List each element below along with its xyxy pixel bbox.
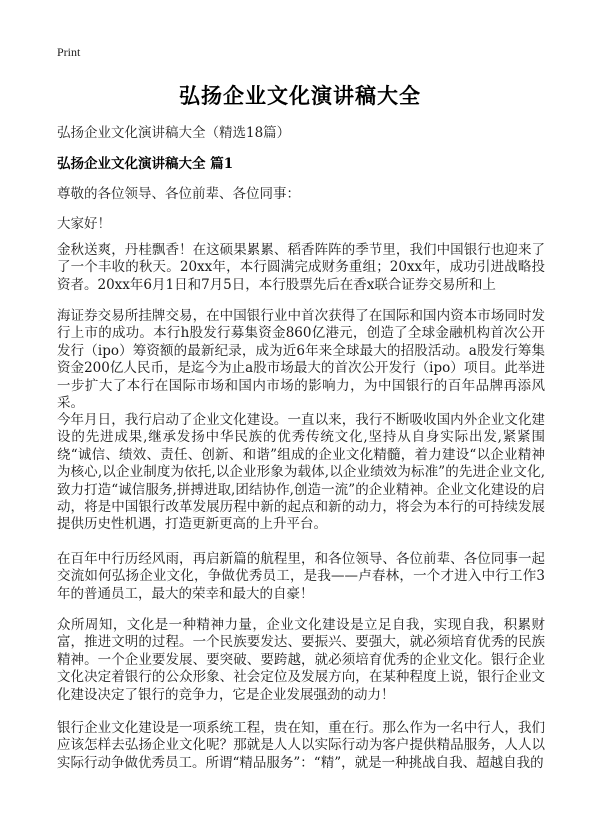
paragraph-2: 海证券交易所挂牌交易，在中国银行业中首次获得了在国际和国内资本市场同时发行上市的成功。本行h股发行募集资金860亿港元，创造了全球金融机构首次公开发行（ipo）筹资额的最新纪录，成为近6年来全球最大的招股活动。a股发行筹集资金200亿人民币，是迄今为止a股市场最大的首次公开发行（ipo）项目。此举进一步扩大了本行在国际市场和国内市场的影响力，为中国银行的百年品牌再添风采。 xyxy=(57,308,545,412)
paragraph-5: 众所周知，文化是一种精神力量，企业文化建设是立足自我，实现自我，积累财富，推进文明的过程。一个民族要发达、要振兴、要强大，就必须培育优秀的民族精神。一个企业要发展、要突破、要跨越，就必须培育优秀的企业文化。银行企业文化决定着银行的公众形象、社会定位及发展方向，在某种程度上说，银行企业文化建设决定了银行的竞争力，它是企业发展强劲的动力！ xyxy=(57,617,545,703)
greeting-line: 尊敬的各位领导、各位前辈、各位同事： xyxy=(57,186,300,202)
print-label: Print xyxy=(57,45,81,59)
paragraph-3: 今年月日，我行启动了企业文化建设。一直以来，我行不断吸收国内外企业文化建设的先进成果,继承发扬中华民族的优秀传统文化,坚持从自身实际出发,紧紧围绕“诚信、绩效、责任、创新、和谐”组成的企业文化精髓，着力建设“以企业精神为核心,以企业制度为依托,以企业形象为载体,以企业绩效为标准”的先进企业文化,致力打造“诚信服务,拼搏进取,团结协作,创造一流”的企业精神。企业文化建设的启动，将是中国银行改革发展历程中新的起点和新的动力，将会为本行的可持续发展提供历史性机遇，打造更新更高的上升平台。 xyxy=(57,412,545,533)
page-title: 弘扬企业文化演讲稿大全 xyxy=(179,83,421,108)
paragraph-1: 金秋送爽，丹桂飘香！在这硕果累累、稻香阵阵的季节里，我们中国银行也迎来了了一个丰收的秋天。20xx年，本行圆满完成财务重组；20xx年，成功引进战略投资者。20xx年6月1日和7月5日，本行股票先后在香x联合证券交易所和上 xyxy=(57,242,545,293)
greeting-all-line: 大家好！ xyxy=(57,216,111,232)
section-heading: 弘扬企业文化演讲稿大全 篇1 xyxy=(57,156,234,172)
paragraph-4: 在百年中行历经风雨，再启新篇的航程里，和各位领导、各位前辈、各位同事一起交流如何弘扬企业文化，争做优秀员工，是我——卢春林，一个才进入中行工作3年的普通员工，最大的荣幸和最大的自豪！ xyxy=(57,551,545,602)
paragraph-6: 银行企业文化建设是一项系统工程，贵在知，重在行。那么作为一名中行人，我们应该怎样去弘扬企业文化呢？那就是人人以实际行动为客户提供精品服务，人人以实际行动争做优秀员工。所谓“精品服务”：“精”，就是一种挑战自我、超越自我的 xyxy=(57,720,545,771)
document-subtitle: 弘扬企业文化演讲稿大全（精选18篇） xyxy=(57,125,291,141)
